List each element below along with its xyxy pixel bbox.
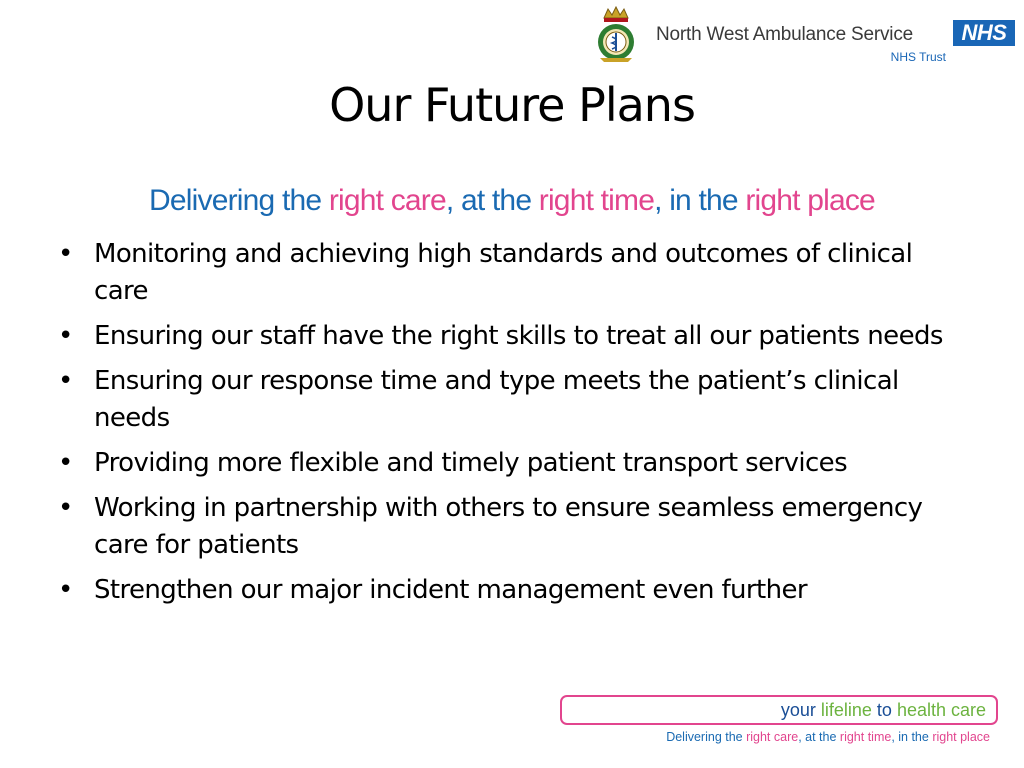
lifeline-slogan: [781, 700, 986, 721]
bullet-item: [52, 236, 962, 310]
bullet-item: [52, 318, 962, 355]
footer-tagline-part: , in the: [891, 730, 933, 744]
organisation-name: North West Ambulance Service: [656, 24, 913, 45]
bullet-text: Working in partnership with others to ensure seamless emergency care for patients: [94, 493, 923, 560]
tagline-part: , at the: [445, 184, 539, 217]
bullet-item: [52, 572, 962, 609]
footer-tagline-highlight: right place: [932, 730, 990, 744]
bullet-text: Providing more flexible and timely patient transport services: [94, 448, 848, 478]
tagline-part: , in the: [654, 184, 746, 217]
bullet-item: [52, 363, 962, 437]
tagline-highlight: right place: [745, 184, 875, 217]
lifeline-word: health care: [896, 700, 986, 720]
tagline-highlight: right care: [328, 184, 446, 217]
ambulance-crest-icon: [588, 4, 644, 64]
bullet-icon: •: [58, 239, 73, 269]
lifeline-banner: [560, 695, 998, 725]
bullet-icon: •: [58, 321, 73, 351]
bullet-list: [52, 236, 962, 617]
tagline-part: Delivering the: [149, 184, 329, 217]
bullet-icon: •: [58, 575, 73, 605]
bullet-item: [52, 445, 962, 482]
slide-title: Our Future Plans: [329, 78, 695, 132]
footer-tagline-part: , at the: [798, 730, 840, 744]
bullet-icon: •: [58, 493, 73, 523]
bullet-icon: •: [58, 366, 73, 396]
footer-tagline-part: Delivering the: [666, 730, 747, 744]
organisation-subtitle: NHS Trust: [890, 50, 946, 64]
bullet-text: Ensuring our response time and type meets the patient’s clinical needs: [94, 366, 899, 433]
bullet-item: [52, 490, 962, 564]
organisation-logo: [656, 18, 1018, 66]
bullet-text: Monitoring and achieving high standards and outcomes of clinical care: [94, 239, 913, 306]
tagline-highlight: right time: [538, 184, 655, 217]
bullet-icon: •: [58, 448, 73, 478]
footer-tagline-highlight: right care: [746, 730, 799, 744]
bullet-text: Strengthen our major incident management even further: [94, 575, 807, 605]
nhs-logo: NHS: [953, 20, 1015, 46]
lifeline-word: to: [871, 700, 897, 720]
lifeline-word: lifeline: [820, 700, 872, 720]
lifeline-word: your: [780, 700, 821, 720]
footer-tagline: [666, 730, 990, 744]
slide-tagline: [0, 184, 1024, 218]
footer-tagline-highlight: right time: [839, 730, 892, 744]
bullet-text: Ensuring our staff have the right skills to treat all our patients needs: [94, 321, 943, 351]
